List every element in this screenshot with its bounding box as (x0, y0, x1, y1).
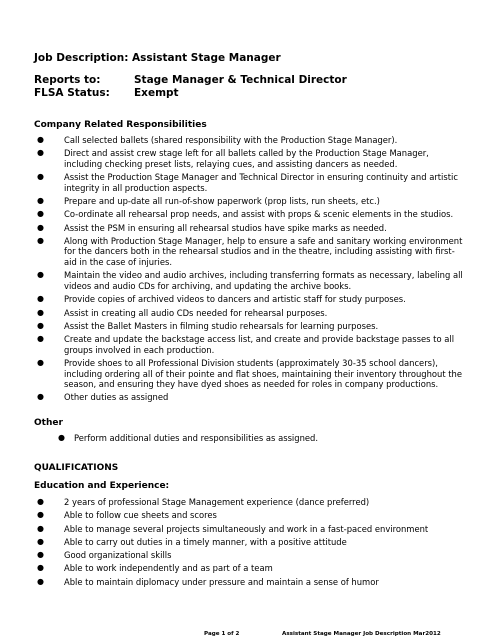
bullet-icon: ● (37, 270, 44, 280)
list-item-text: Perform additional duties and responsibilities as assigned. (74, 433, 319, 443)
list-item-text: Other duties as assigned (64, 392, 169, 403)
bullet-icon: ● (58, 433, 65, 442)
company-responsibilities-heading: Company Related Responsibilities (34, 120, 207, 130)
list-item (0, 321, 495, 332)
bullet-icon: ● (37, 334, 44, 344)
list-item (0, 497, 495, 508)
footer-document-title: Assistant Stage Manager Job Description Mar2012 (282, 631, 441, 637)
bullet-icon: ● (37, 307, 44, 317)
bullet-icon: ● (37, 209, 44, 219)
qualifications-heading: QUALIFICATIONS (34, 463, 119, 473)
list-item-text: Assist the PSM in ensuring all rehearsal studios have spike marks as needed. (64, 222, 387, 233)
bullet-icon: ● (37, 576, 44, 586)
bullet-icon: ● (37, 563, 44, 573)
other-heading: Other (34, 418, 63, 428)
reports-to-value: Stage Manager & Technical Director (134, 74, 347, 86)
reports-to-row (34, 74, 347, 86)
list-item (0, 524, 495, 535)
company-responsibilities-list (0, 135, 495, 406)
list-item-text: Maintain the video and audio archives, including transferring formats as necessary, labeling all videos and audio CDs for archiving, and updating the archive books. (64, 270, 463, 291)
list-item (0, 550, 495, 561)
list-item-text: Able to carry out duties in a timely manner, with a positive attitude (64, 536, 347, 547)
list-item (0, 433, 495, 444)
list-item (0, 148, 495, 169)
bullet-icon: ● (37, 172, 44, 182)
list-item-text: Along with Production Stage Manager, help to ensure a safe and sanitary working environment for the dancers both in the rehearsal studios and in the theatre, including assisting with first-aid in the case of injuries. (64, 235, 463, 268)
list-item-text: Co-ordinate all rehearsal prop needs, and assist with props & scenic elements in the studios. (64, 209, 454, 220)
bullet-icon: ● (37, 320, 44, 330)
list-item (0, 223, 495, 234)
bullet-icon: ● (37, 550, 44, 560)
list-item (0, 236, 495, 268)
list-item-text: Able to maintain diplomacy under pressure and maintain a sense of humor (64, 576, 379, 587)
list-item-text: Create and update the backstage access list, and create and provide backstage passes to all groups involved in each production. (64, 334, 455, 355)
bullet-icon: ● (37, 357, 44, 367)
bullet-icon: ● (37, 294, 44, 304)
list-item (0, 270, 495, 291)
bullet-icon: ● (37, 235, 44, 245)
qualifications-list (0, 497, 495, 590)
bullet-icon: ● (37, 222, 44, 232)
list-item-text: Provide copies of archived videos to dancers and artistic staff for study purposes. (64, 294, 406, 305)
list-item (0, 172, 495, 193)
list-item (0, 537, 495, 548)
list-item (0, 392, 495, 403)
list-item (0, 196, 495, 207)
list-item (0, 294, 495, 305)
list-item (0, 563, 495, 574)
bullet-icon: ● (37, 510, 44, 520)
bullet-icon: ● (37, 392, 44, 402)
bullet-icon: ● (37, 536, 44, 546)
list-item-text: Prepare and up-date all run-of-show paperwork (prop lists, run sheets, etc.) (64, 196, 380, 207)
list-item-text: Direct and assist crew stage left for all ballets called by the Production Stage Manager, including checking preset lists, relaying cues, and assisting dancers as needed. (64, 148, 429, 169)
list-item (0, 358, 495, 390)
reports-to-label: Reports to: (34, 74, 101, 86)
flsa-status-value: Exempt (134, 87, 179, 99)
list-item-text: Able to work independently and as part of a team (64, 563, 273, 574)
list-item-text: Call selected ballets (shared responsibility with the Production Stage Manager). (64, 135, 398, 145)
list-item (0, 308, 495, 319)
job-title: Job Description: Assistant Stage Manager (34, 52, 281, 64)
other-list (0, 433, 495, 446)
education-experience-heading: Education and Experience: (34, 481, 170, 491)
list-item-text: Assist in creating all audio CDs needed for rehearsal purposes. (64, 307, 328, 318)
list-item-text: Good organizational skills (64, 550, 172, 561)
list-item (0, 510, 495, 521)
list-item (0, 334, 495, 355)
list-item (0, 209, 495, 220)
list-item (0, 577, 495, 588)
list-item-text: 2 years of professional Stage Management experience (dance preferred) (64, 497, 370, 507)
bullet-icon: ● (37, 497, 44, 506)
bullet-icon: ● (37, 523, 44, 533)
list-item (0, 135, 495, 146)
bullet-icon: ● (37, 135, 44, 144)
list-item-text: Assist the Ballet Masters in filming studio rehearsals for learning purposes. (64, 320, 379, 331)
list-item-text: Provide shoes to all Professional Division students (approximately 30-35 school dancers), including ordering all of their pointe and flat shoes, maintaining their inventory throughout the season, and ensuring they have dyed shoes as needed for roles in company productions. (64, 357, 463, 390)
bullet-icon: ● (37, 196, 44, 206)
flsa-status-row (34, 87, 179, 99)
footer-page-number: Page 1 of 2 (204, 631, 240, 637)
list-item-text: Able to manage several projects simultaneously and work in a fast-paced environment (64, 523, 429, 534)
list-item-text: Able to follow cue sheets and scores (64, 510, 217, 521)
flsa-status-label: FLSA Status: (34, 87, 110, 99)
bullet-icon: ● (37, 148, 44, 158)
list-item-text: Assist the Production Stage Manager and Technical Director in ensuring continuity and artistic integrity in all production aspects. (64, 172, 458, 193)
